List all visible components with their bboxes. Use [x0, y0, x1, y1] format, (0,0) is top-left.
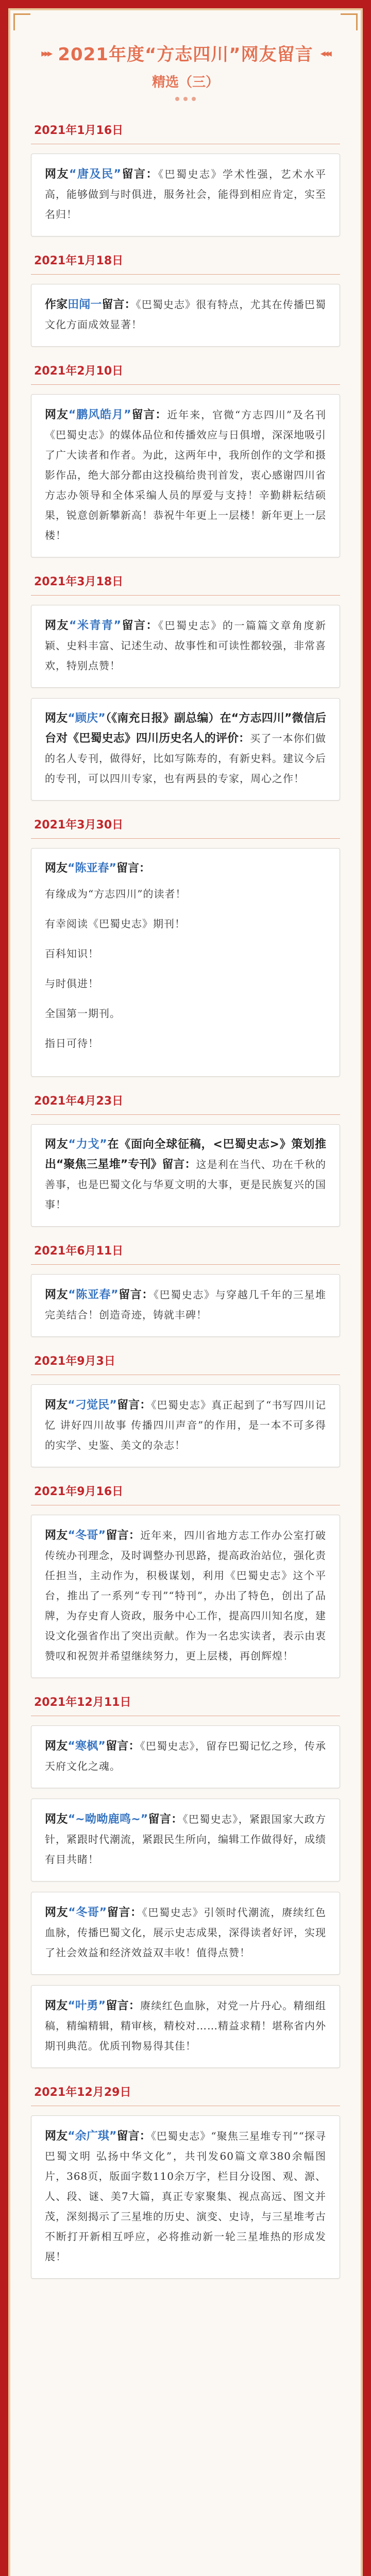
page-header [10, 10, 361, 101]
comment-text [45, 1135, 326, 1215]
commenter-role: 网友 [45, 1813, 68, 1826]
corner-ornament [13, 13, 30, 30]
commenter-role: 网友 [45, 862, 68, 875]
comment-body: 近年来，官微“方志四川”及名刊《巴蜀史志》的媒体品位和传播效应与日俱增，深深地吸引了广大读者和作者。为此，这两年中，我所创作的文学和摄影作品，绝大部分都由这投稿给贵刊首发，衷心感谢四川省方志办领导和全体采编人员的厚爱与支持！辛勤耕耘结硕果，锐意创新攀新高！恭祝牛年更上一层楼！新年更上一层楼！ [45, 409, 326, 541]
comment-text [45, 1526, 326, 1666]
comment-line: 与时俱进！ [45, 977, 99, 990]
comment-context: 在《面向全球征稿，<巴蜀史志>》策划推出“聚焦三星堆”专刊》留言： [45, 1138, 327, 1171]
comment-intro: 留言： [116, 862, 150, 875]
comment-line: 指日可待！ [45, 1037, 99, 1049]
comment-card [31, 1274, 340, 1337]
comment-card [31, 1124, 340, 1227]
commenter-name: “~呦呦鹿鸣~” [68, 1813, 148, 1826]
entry-date: 2021年12月29日 [34, 2086, 131, 2099]
comment-intro: 留言： [105, 1740, 140, 1753]
comment-body: 《巴蜀史志》“聚焦三星堆专刊”“探寻巴蜀文明 弘扬中华文化”，共刊发60篇文章380余幅图片，368页，版面字数110余万字，栏目分设图、观、源、人、段、谜、美7大篇，真正专家聚集、视点高远、图文并茂，深刻揭示了三星堆的历史、演变、史诗，与三星堆考古不断打开新相互呼应，必将推动新一轮三星堆热的形成发展！ [45, 2130, 326, 2263]
comment-body: 《巴蜀史志》，紧跟国家大政方针，紧跟时代潮流，紧跟民生所向，编辑工作做得好，成绩有目共睹！ [45, 1813, 326, 1866]
commenter-role: 网友 [45, 168, 70, 181]
entry-date: 2021年4月23日 [34, 1095, 124, 1108]
entry-date: 2021年2月10日 [34, 365, 124, 378]
commenter-name: “刁觉民” [68, 1399, 117, 1412]
comment-intro: 留言： [121, 168, 158, 181]
comment-intro: 留言： [107, 1906, 142, 1919]
comment-text [45, 709, 326, 789]
commenter-role: 网友 [45, 1529, 68, 1542]
comment-card [31, 2115, 340, 2279]
date-divider [31, 384, 340, 385]
entry-date: 2021年6月11日 [34, 1245, 124, 1258]
date-entry [31, 1478, 340, 1678]
comment-line: 全国第一期刊。 [45, 1007, 121, 1020]
date-entry [31, 357, 340, 557]
title-row [10, 40, 361, 65]
date-entry [31, 2078, 340, 2279]
comment-card [31, 848, 340, 1077]
comment-body: 近年来，四川省地方志工作办公室打破传统办刊理念，及时调整办刊思路，提高政治站位，强化责任担当，主动作为，积极谋划，利用《巴蜀史志》这个平台，推出了一系列“专刊”“特刊”，办出了特色，创出了品牌，为存史育人资政，服务中心工作，提高四川知名度，建设文化强省作出了突出贡献。作为一名忠实读者，表示由衷赞叹和祝贺并希望继续努力，更上层楼，再创辉煌！ [45, 1529, 326, 1662]
date-divider [31, 274, 340, 275]
comment-body: 《巴蜀史志》很有特点，尤其在传播巴蜀文化方面成效显著！ [45, 298, 326, 331]
commenter-role: 作家 [45, 298, 68, 311]
comment-text [45, 1736, 326, 1776]
comment-text [45, 1395, 326, 1455]
commenter-name: 田闻一 [68, 298, 102, 311]
entry-date: 2021年3月18日 [34, 575, 124, 588]
entry-date: 2021年1月16日 [34, 124, 124, 137]
comment-card [31, 1515, 340, 1678]
date-entry [31, 116, 340, 236]
comment-body: 《巴蜀史志》学术性强，艺术水平高，能够做到与时俱进，服务社会，能得到相应肯定，实至名归！ [45, 168, 326, 221]
corner-ornament [341, 13, 358, 30]
comment-line: 有幸阅读《巴蜀史志》期刊！ [45, 918, 185, 930]
comment-body: 买了一本你们做的名人专刊，做得好，比如写陈寿的，有新史料。建议今后的专刊，可以四川专家，也有两县的专家，周心之作！ [45, 732, 326, 785]
comment-text [45, 1809, 326, 1870]
comment-intro: 留言： [116, 1399, 151, 1412]
comment-text [45, 859, 326, 878]
commenter-name: “鹏风皓月” [68, 409, 131, 421]
comment-intro: 留言： [106, 1999, 141, 2012]
comment-card [31, 394, 340, 557]
commenter-role: 网友 [45, 1289, 69, 1301]
comment-line: 百科知识！ [45, 947, 99, 960]
date-divider [31, 838, 340, 839]
page-title: 2021年度“方志四川”网友留言 [58, 44, 313, 65]
entry-date: 2021年9月16日 [34, 1485, 124, 1498]
comment-body: 《巴蜀史志》，留存巴蜀记忆之珍，传承天府文化之魂。 [45, 1740, 326, 1772]
date-entry [31, 1347, 340, 1467]
comment-card [31, 1384, 340, 1467]
comment-text [45, 164, 326, 225]
comment-body: 赓续红色血脉，对党一片丹心。精细组稿，精编精辑，精审核，精校对……精益求精！堪称省内外期刊典范。优质刊物易得其佳！ [45, 1999, 326, 2052]
comment-card [31, 698, 340, 801]
commenter-name: “冬哥” [68, 1529, 106, 1542]
comment-text [45, 295, 326, 335]
commenter-name: “顾庆” [68, 712, 106, 725]
comment-text [45, 405, 326, 546]
commenter-role: 网友 [45, 619, 70, 632]
comment-card [31, 605, 340, 688]
comment-intro: 留言： [148, 1813, 183, 1826]
comment-lines [45, 886, 326, 1052]
commenter-role: 网友 [45, 712, 68, 725]
date-divider [31, 595, 340, 596]
comment-card [31, 1725, 340, 1788]
entry-date: 2021年12月11日 [34, 1696, 131, 1709]
comment-text [45, 1285, 326, 1325]
entries-list [10, 101, 361, 2279]
comment-intro: 留言： [116, 2130, 151, 2143]
comment-intro: 留言： [121, 619, 158, 632]
commenter-name: “陈亚春” [68, 1289, 119, 1301]
entry-date: 2021年9月3日 [34, 1355, 115, 1368]
date-entry [31, 247, 340, 347]
comment-body: 《巴蜀史志》与穿越几千年的三星堆完美结合！创造奇迹，铸就丰碑！ [45, 1289, 326, 1321]
comment-line: 有缘成为“方志四川”的读者！ [45, 888, 187, 900]
comment-text [45, 616, 326, 676]
commenter-role: 网友 [45, 1138, 69, 1151]
commenter-role: 网友 [45, 2130, 68, 2143]
comment-card [31, 1892, 340, 1975]
commenter-name: “力戈” [68, 1138, 107, 1151]
comment-context: （《南充日报》副总编）在“方志四川”微信后台对《巴蜀史志》四川历史名人的评价： [45, 712, 326, 745]
title-right-deco-icon: ◂◂◂ [320, 46, 330, 59]
commenter-name: “冬哥” [68, 1906, 107, 1919]
date-divider [31, 1264, 340, 1265]
commenter-name: “米青青” [69, 619, 121, 632]
entry-date: 2021年1月18日 [34, 255, 124, 267]
subtitle-dots-deco [10, 97, 361, 101]
commenter-role: 网友 [45, 1999, 68, 2012]
page-frame [8, 8, 363, 2576]
commenter-role: 网友 [45, 1740, 68, 1753]
commenter-role: 网友 [45, 1399, 68, 1412]
date-entry [31, 568, 340, 801]
comment-card [31, 154, 340, 236]
comment-body: 这是利在当代、功在千秋的善事，也是巴蜀文化与华夏文明的大事，更是民族复兴的国事！ [45, 1158, 327, 1211]
commenter-name: “叶勇” [68, 1999, 106, 2012]
date-entry [31, 1237, 340, 1337]
commenter-name: “陈亚春” [68, 862, 116, 875]
entry-date: 2021年3月30日 [34, 819, 124, 832]
comment-text [45, 1996, 326, 2056]
page-subtitle: 精选（三） [151, 75, 219, 90]
comment-intro: 留言： [118, 1289, 154, 1301]
comment-text [45, 2126, 326, 2267]
comment-body: 《巴蜀史志》的一篇篇文章角度新颖、史料丰富、记述生动、故事性和可读性都较强，非常喜欢，特别点赞！ [45, 619, 326, 672]
commenter-name: “寒枫” [68, 1740, 106, 1753]
date-entry [31, 1688, 340, 2068]
commenter-name: “余广琪” [68, 2130, 117, 2143]
comment-card [31, 1799, 340, 1882]
date-entry [31, 1087, 340, 1227]
comment-card [31, 284, 340, 347]
comment-intro: 留言： [102, 298, 136, 311]
commenter-role: 网友 [45, 1906, 69, 1919]
comment-intro: 留言： [131, 409, 167, 421]
title-left-deco-icon: ▸▸▸ [41, 46, 51, 59]
date-divider [31, 1114, 340, 1115]
comment-text [45, 1903, 326, 1963]
comment-intro: 留言： [106, 1529, 141, 1542]
comment-card [31, 1985, 340, 2068]
comment-body: 《巴蜀史志》真正起到了“书写四川记忆 讲好四川故事 传播四川声音”的作用，是一本不可多得的实学、史鉴、美文的杂志！ [45, 1399, 326, 1451]
commenter-role: 网友 [45, 409, 69, 421]
date-entry [31, 811, 340, 1077]
commenter-name: “唐及民” [69, 168, 121, 181]
comment-body: 《巴蜀史志》引领时代潮流，赓续红色血脉，传播巴蜀文化，展示史志成果，深得读者好评，实现了社会效益和经济效益双丰收！值得点赞！ [45, 1906, 326, 1959]
